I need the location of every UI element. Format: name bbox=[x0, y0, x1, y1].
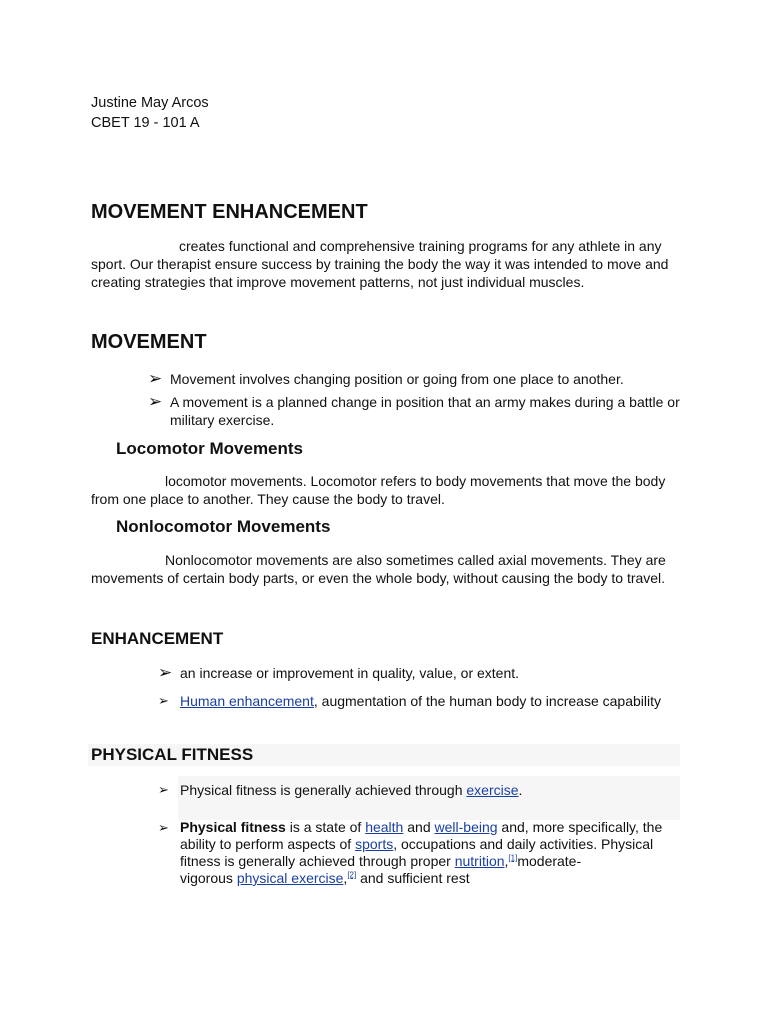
arrowhead-bullet-icon: ➢ bbox=[158, 820, 169, 835]
sports-link[interactable]: sports bbox=[355, 836, 394, 852]
arrowhead-bullet-icon: ➢ bbox=[158, 782, 169, 797]
heading-enhancement: ENHANCEMENT bbox=[91, 629, 224, 648]
list-item bbox=[148, 393, 688, 429]
bullet-text: A movement is a planned change in position that an army makes during a battle or military exercise. bbox=[170, 394, 680, 428]
list-item bbox=[158, 819, 678, 887]
nonlocomotor-paragraph bbox=[91, 551, 671, 587]
list-item bbox=[158, 692, 678, 710]
author-section: CBET 19 - 101 A bbox=[91, 115, 200, 131]
para-line: Nonlocomotor movements are also sometimes called axial movements. They are bbox=[165, 552, 666, 568]
locomotor-paragraph bbox=[91, 472, 671, 508]
author-name: Justine May Arcos bbox=[91, 95, 209, 111]
para-line: creating strategies that improve movement patterns, not just individual muscles. bbox=[91, 274, 585, 290]
arrowhead-bullet-icon: ➢ bbox=[158, 663, 173, 682]
human-enhancement-link[interactable]: Human enhancement bbox=[180, 693, 314, 709]
para-line: sport. Our therapist ensure success by training the body the way it was intended to move and bbox=[91, 256, 669, 272]
heading-physical-fitness: PHYSICAL FITNESS bbox=[91, 745, 254, 764]
reference-1-link[interactable]: [1] bbox=[508, 853, 518, 863]
para-line: locomotor movements. Locomotor refers to body movements that move the body bbox=[165, 473, 666, 489]
reference-2-link[interactable]: [2] bbox=[347, 870, 357, 880]
arrowhead-bullet-icon: ➢ bbox=[148, 392, 163, 411]
bullet-text: an increase or improvement in quality, value, or extent. bbox=[180, 665, 520, 681]
well-being-link[interactable]: well-being bbox=[434, 819, 498, 835]
para-line: creates functional and comprehensive training programs for any athlete in any bbox=[179, 238, 662, 254]
arrowhead-bullet-icon: ➢ bbox=[148, 369, 163, 388]
para-line: movements of certain body parts, or even the whole body, without causing the body to travel. bbox=[91, 570, 666, 586]
movement-enhancement-paragraph bbox=[91, 237, 671, 291]
bullet-text: Movement involves changing position or going from one place to another. bbox=[170, 371, 624, 387]
arrowhead-bullet-icon: ➢ bbox=[158, 693, 169, 708]
exercise-link[interactable]: exercise bbox=[466, 782, 519, 798]
heading-movement-enhancement: MOVEMENT ENHANCEMENT bbox=[91, 201, 368, 223]
heading-nonlocomotor: Nonlocomotor Movements bbox=[116, 517, 331, 536]
heading-movement: MOVEMENT bbox=[91, 331, 207, 353]
physical-exercise-link[interactable]: physical exercise bbox=[236, 870, 344, 886]
list-item bbox=[148, 370, 688, 388]
list-item bbox=[158, 781, 678, 799]
nutrition-link[interactable]: nutrition bbox=[454, 853, 505, 869]
bullet-text: Human enhancement, augmentation of the human body to increase capability bbox=[180, 693, 661, 709]
author-block bbox=[91, 93, 209, 133]
heading-locomotor: Locomotor Movements bbox=[116, 439, 304, 458]
list-item bbox=[158, 664, 678, 682]
para-line: from one place to another. They cause the body to travel. bbox=[91, 491, 445, 507]
health-link[interactable]: health bbox=[365, 819, 404, 835]
bullet-text: Physical fitness is generally achieved through exercise. bbox=[180, 782, 523, 798]
bullet-text: Physical fitness is a state of health and well-being and, more specifically, the ability to perform aspects of sports, occupations and daily activities. Physical fitness is generally achieved through proper nutrition,[1]moderate- vigorous physical exercise,[2] and sufficient rest bbox=[180, 819, 663, 886]
